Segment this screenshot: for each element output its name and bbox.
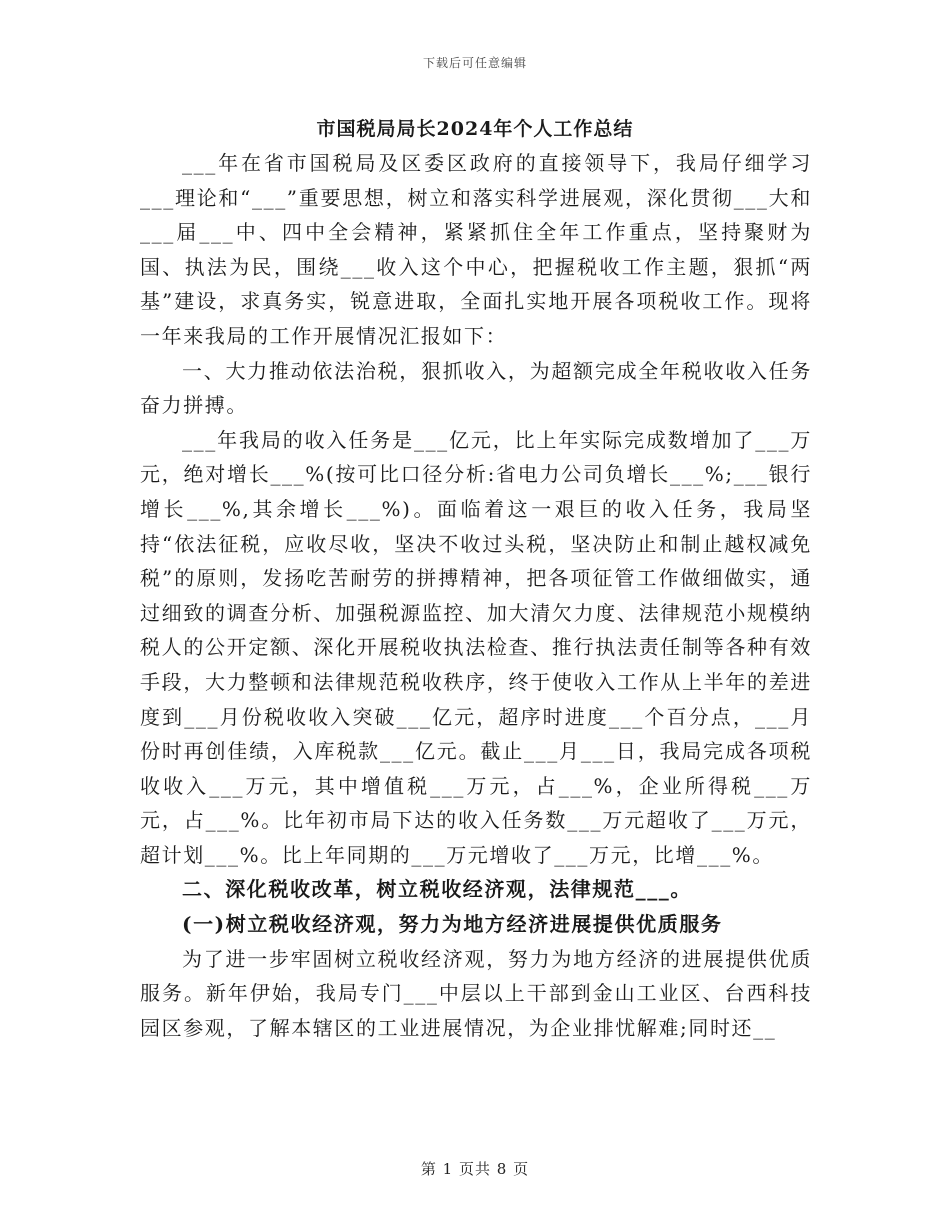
paragraph-service: 为了进一步牢固树立税收经济观，努力为地方经济的进展提供优质服务。新年伊始，我局专门___中层以上干部到金山工业区、台西科技园区参观，了解本辖区的工业进展情况，为企业排忧解难;同时还__ [140,946,812,1040]
paragraph-intro: ___年在省市国税局及区委区政府的直接领导下，我局仔细学习___理论和“___”重要思想，树立和落实科学进展观，深化贯彻___大和___届___中、四中全会精神，紧紧抓住全年工作重点，坚持聚财为国、执法为民，围绕___收入这个中心，把握税收工作主题，狠抓“两基”建设，求真务实，锐意进取，全面扎实地开展各项税收工作。现将一年来我局的工作开展情况汇报如下： [140,151,812,348]
paragraph-subsection-1-heading: (一)树立税收经济观，努力为地方经济进展提供优质服务 [182,912,723,937]
page-footer: 第 1 页共 8 页 [420,1160,530,1178]
header-note: 下载后可任意编辑 [422,56,527,70]
document-title: 市国税局局长2024年个人工作总结 [316,118,634,140]
paragraph-section-1-heading: 一、大力推动依法治税，狠抓收入，为超额完成全年税收收入任务奋力拼搏。 [140,358,812,418]
document-body [140,146,812,1045]
paragraph-section-2-heading: 二、深化税收改革，树立税收经济观，法律规范___。 [182,877,692,902]
paragraph-revenue: ___年我局的收入任务是___亿元，比上年实际完成数增加了___万元，绝对增长___%(按可比口径分析:省电力公司负增长___%;___银行增长___%,其余增长___%)。面临着这一艰巨的收入任务，我局坚持“依法征税，应收尽收，坚决不收过头税，坚决防止和制止越权减免税”的原则，发扬吃苦耐劳的拼搏精神，把各项征管工作做细做实，通过细致的调查分析、加强税源监控、加大清欠力度、法律规范小规模纳税人的公开定额、深化开展税收执法检查、推行执法责任制等各种有效手段，大力整顿和法律规范税收秩序，终于使收入工作从上半年的差进度到___月份税收收入突破___亿元，超序时进度___个百分点，___月份时再创佳绩，入库税款___亿元。截止___月___日，我局完成各项税收收入___万元，其中增值税___万元，占___%，企业所得税___万元，占___%。比年初市局下达的收入任务数___万元超收了___万元，超计划___%。比上年同期的___万元增收了___万元，比增___%。 [140,427,812,867]
